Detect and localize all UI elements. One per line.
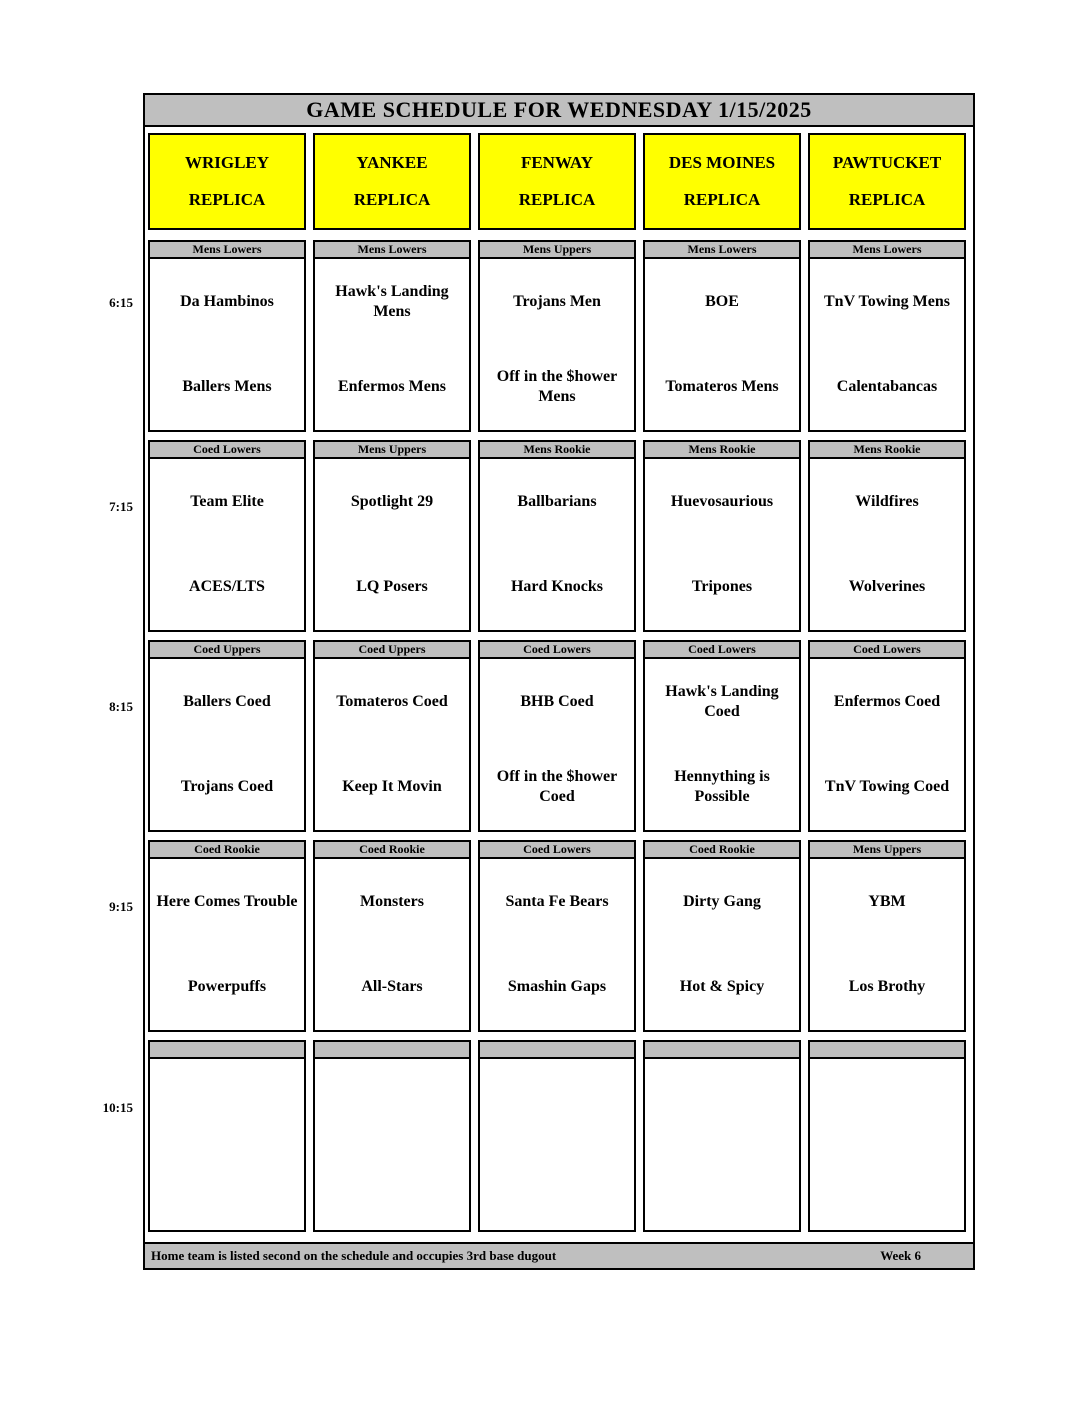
game-box bbox=[148, 659, 306, 832]
field-header-wrigley bbox=[148, 133, 306, 230]
away-team: BHB Coed bbox=[520, 692, 594, 710]
game-block bbox=[148, 240, 306, 432]
away-team: Here Comes Trouble bbox=[156, 892, 298, 910]
away-team: Trojans Men bbox=[513, 292, 601, 310]
away-team: BOE bbox=[705, 292, 739, 310]
away-team: Tomateros Coed bbox=[336, 692, 448, 710]
time-label-915: 9:15 bbox=[109, 899, 133, 914]
field-column-yankee bbox=[313, 133, 471, 1240]
division-label: Mens Uppers bbox=[808, 840, 966, 859]
field-column-fenway bbox=[478, 133, 636, 1240]
away-team: Spotlight 29 bbox=[350, 492, 434, 510]
field-subname: REPLICA bbox=[518, 190, 596, 210]
home-team bbox=[315, 1145, 469, 1231]
away-team: Dirty Gang bbox=[683, 892, 761, 910]
field-header-yankee bbox=[313, 133, 471, 230]
field-column-pawtucket bbox=[808, 133, 966, 1240]
division-label: Coed Lowers bbox=[643, 640, 801, 659]
home-team: Los Brothy bbox=[848, 978, 926, 996]
away-team: Monsters bbox=[360, 892, 424, 910]
away-team: TnV Towing Mens bbox=[824, 292, 950, 310]
game-block bbox=[148, 440, 306, 632]
game-block bbox=[148, 1040, 306, 1232]
home-team bbox=[810, 1145, 964, 1231]
game-box bbox=[478, 859, 636, 1032]
game-box bbox=[808, 459, 966, 632]
game-block bbox=[808, 1040, 966, 1232]
game-block bbox=[643, 1040, 801, 1232]
home-team: Powerpuffs bbox=[187, 978, 267, 996]
game-box bbox=[478, 259, 636, 432]
field-name: YANKEE bbox=[356, 152, 428, 172]
game-box bbox=[313, 859, 471, 1032]
schedule-title: GAME SCHEDULE FOR WEDNESDAY 1/15/2025 bbox=[145, 95, 973, 127]
home-team: Hot & Spicy bbox=[679, 978, 765, 996]
field-header-pawtucket bbox=[808, 133, 966, 230]
division-label: Mens Uppers bbox=[478, 240, 636, 259]
game-block bbox=[478, 440, 636, 632]
week-label: Week 6 bbox=[880, 1248, 921, 1263]
field-name: PAWTUCKET bbox=[832, 152, 942, 172]
game-box bbox=[643, 1059, 801, 1232]
division-label bbox=[643, 1040, 801, 1059]
game-block bbox=[478, 240, 636, 432]
away-team: Team Elite bbox=[190, 492, 264, 510]
away-team: Santa Fe Bears bbox=[505, 892, 609, 910]
home-team: LQ Posers bbox=[356, 578, 428, 596]
home-team bbox=[480, 1145, 634, 1231]
away-team bbox=[315, 1059, 469, 1145]
home-team: Trojans Coed bbox=[180, 778, 274, 796]
game-block bbox=[478, 1040, 636, 1232]
game-box bbox=[313, 659, 471, 832]
division-label: Coed Lowers bbox=[478, 840, 636, 859]
home-team: Off in the $hower Coed bbox=[496, 768, 618, 806]
field-column-wrigley bbox=[148, 133, 306, 1240]
time-label-615: 6:15 bbox=[109, 295, 133, 310]
division-label: Mens Lowers bbox=[313, 240, 471, 259]
home-team: TnV Towing Coed bbox=[824, 778, 950, 796]
schedule-board bbox=[143, 93, 975, 1270]
field-header-des-moines bbox=[643, 133, 801, 230]
division-label: Mens Uppers bbox=[313, 440, 471, 459]
away-team: Ballers Coed bbox=[183, 692, 271, 710]
game-box bbox=[643, 459, 801, 632]
game-block bbox=[148, 640, 306, 832]
division-label: Coed Lowers bbox=[478, 640, 636, 659]
game-block bbox=[313, 640, 471, 832]
game-box bbox=[148, 1059, 306, 1232]
game-box bbox=[643, 659, 801, 832]
time-label-815: 8:15 bbox=[109, 699, 133, 714]
home-team: Calentabancas bbox=[836, 378, 938, 396]
division-label bbox=[148, 1040, 306, 1059]
game-block bbox=[313, 1040, 471, 1232]
game-block bbox=[313, 240, 471, 432]
field-subname: REPLICA bbox=[683, 190, 761, 210]
game-box bbox=[313, 459, 471, 632]
home-team: Hard Knocks bbox=[510, 578, 603, 596]
field-name: WRIGLEY bbox=[184, 152, 270, 172]
division-label: Mens Rookie bbox=[478, 440, 636, 459]
home-team: Ballers Mens bbox=[182, 378, 272, 396]
home-team: Tomateros Mens bbox=[665, 378, 779, 396]
division-label: Coed Uppers bbox=[313, 640, 471, 659]
field-column-des-moines bbox=[643, 133, 801, 1240]
game-box bbox=[643, 259, 801, 432]
game-block bbox=[643, 840, 801, 1032]
away-team: Ballbarians bbox=[517, 492, 597, 510]
game-box bbox=[643, 859, 801, 1032]
away-team bbox=[810, 1059, 964, 1145]
home-team: Keep It Movin bbox=[342, 778, 442, 796]
home-team: Hennything is Possible bbox=[674, 768, 770, 806]
division-label bbox=[478, 1040, 636, 1059]
field-header-fenway bbox=[478, 133, 636, 230]
game-box bbox=[478, 659, 636, 832]
game-box bbox=[148, 459, 306, 632]
game-block bbox=[808, 240, 966, 432]
away-team: Enfermos Coed bbox=[833, 692, 941, 710]
division-label: Mens Lowers bbox=[808, 240, 966, 259]
home-team: Enfermos Mens bbox=[338, 378, 446, 396]
field-name: DES MOINES bbox=[668, 152, 776, 172]
away-team: Hawk's Landing Mens bbox=[335, 282, 449, 320]
division-label bbox=[313, 1040, 471, 1059]
away-team: Huevosaurious bbox=[670, 492, 774, 510]
game-block bbox=[313, 840, 471, 1032]
home-team: Tripones bbox=[691, 578, 753, 596]
division-label: Mens Rookie bbox=[808, 440, 966, 459]
division-label bbox=[808, 1040, 966, 1059]
division-label: Coed Rookie bbox=[148, 840, 306, 859]
home-team: All-Stars bbox=[361, 978, 423, 996]
home-team: ACES/LTS bbox=[189, 578, 265, 596]
home-team bbox=[645, 1145, 799, 1231]
division-label: Coed Uppers bbox=[148, 640, 306, 659]
division-label: Mens Lowers bbox=[148, 240, 306, 259]
division-label: Coed Lowers bbox=[808, 640, 966, 659]
division-label: Coed Rookie bbox=[643, 840, 801, 859]
division-label: Mens Rookie bbox=[643, 440, 801, 459]
time-label-1015: 10:15 bbox=[102, 1100, 133, 1115]
footer-bar bbox=[145, 1242, 973, 1268]
time-label-715: 7:15 bbox=[109, 499, 133, 514]
game-box bbox=[808, 1059, 966, 1232]
division-label: Mens Lowers bbox=[643, 240, 801, 259]
game-box bbox=[313, 1059, 471, 1232]
division-label: Coed Lowers bbox=[148, 440, 306, 459]
game-box bbox=[313, 259, 471, 432]
away-team bbox=[645, 1059, 799, 1145]
game-block bbox=[478, 840, 636, 1032]
home-team: Off in the $hower Mens bbox=[496, 368, 618, 406]
field-name: FENWAY bbox=[520, 152, 594, 172]
game-block bbox=[148, 840, 306, 1032]
away-team: YBM bbox=[868, 892, 906, 910]
home-team: Wolverines bbox=[848, 578, 926, 596]
field-subname: REPLICA bbox=[188, 190, 266, 210]
game-block bbox=[643, 240, 801, 432]
away-team: Da Hambinos bbox=[180, 292, 274, 310]
away-team bbox=[150, 1059, 304, 1145]
home-team bbox=[150, 1145, 304, 1231]
away-team bbox=[480, 1059, 634, 1145]
game-box bbox=[808, 259, 966, 432]
game-box bbox=[478, 459, 636, 632]
game-block bbox=[643, 440, 801, 632]
game-box bbox=[148, 259, 306, 432]
division-label: Coed Rookie bbox=[313, 840, 471, 859]
field-subname: REPLICA bbox=[353, 190, 431, 210]
game-box bbox=[808, 859, 966, 1032]
field-columns bbox=[145, 127, 973, 1240]
game-block bbox=[808, 440, 966, 632]
away-team: Wildfires bbox=[855, 492, 919, 510]
game-box bbox=[808, 659, 966, 832]
game-block bbox=[808, 640, 966, 832]
game-block bbox=[808, 840, 966, 1032]
game-block bbox=[313, 440, 471, 632]
game-block bbox=[478, 640, 636, 832]
game-box bbox=[478, 1059, 636, 1232]
home-team: Smashin Gaps bbox=[507, 978, 607, 996]
game-block bbox=[643, 640, 801, 832]
away-team: Hawk's Landing Coed bbox=[665, 682, 779, 720]
field-subname: REPLICA bbox=[848, 190, 926, 210]
game-box bbox=[148, 859, 306, 1032]
footer-note: Home team is listed second on the schedule and occupies 3rd base dugout bbox=[151, 1248, 557, 1263]
